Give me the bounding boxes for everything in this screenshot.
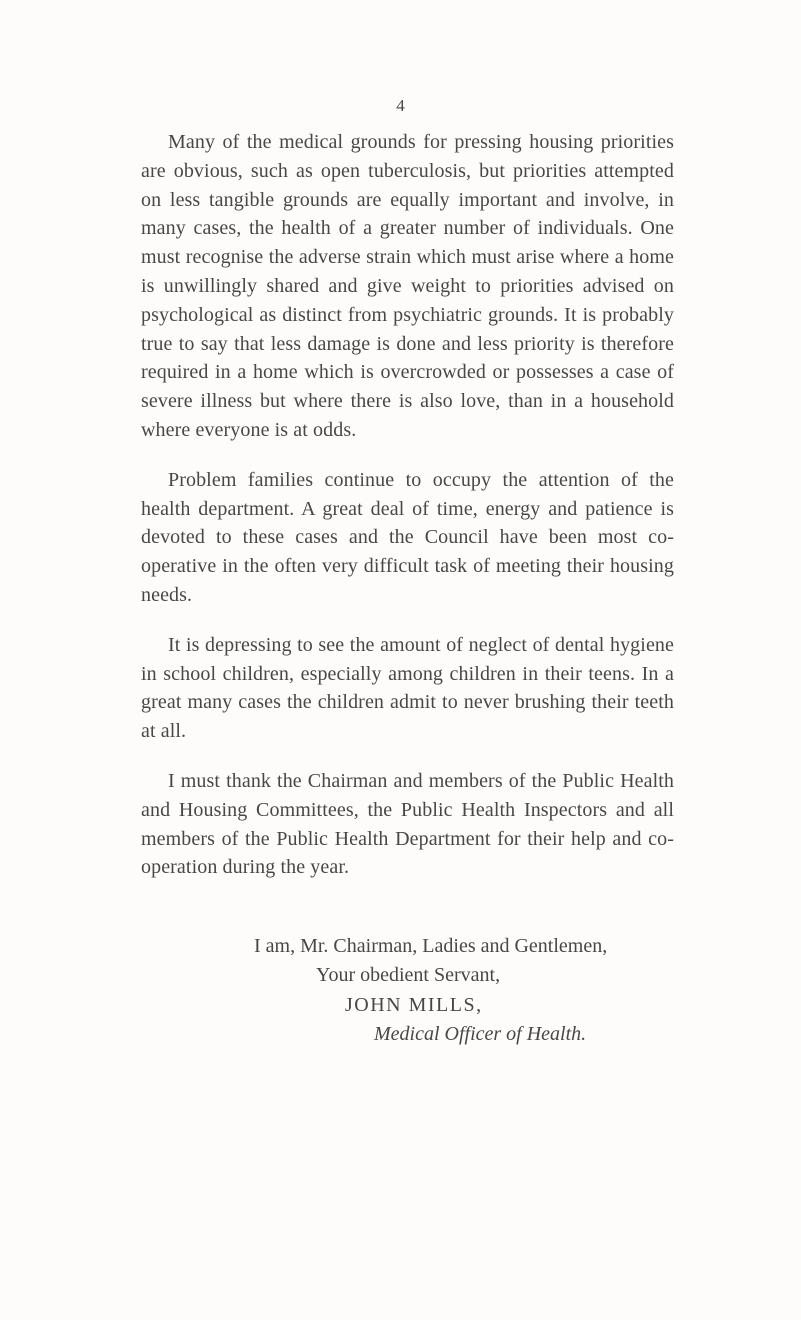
signature-name: JOHN MILLS,	[345, 994, 483, 1016]
closing-salutation: I am, Mr. Chairman, Ladies and Gentlemen,	[254, 935, 608, 957]
paragraph-acknowledgements: I must thank the Chairman and members of the Public Health and Housing Committees, the Public Health Inspectors and all members of the Public Health Department for their help and co-operation during the year.	[141, 769, 674, 879]
paragraph-problem-families: Problem families continue to occupy the attention of the health department. A great deal of time, energy and patience is devoted to these cases and the Council have been most co-operative in the often very difficult task of meeting their housing needs.	[141, 468, 674, 606]
paragraph-housing-priorities: Many of the medical grounds for pressing housing priorities are obvious, such as open tuberculosis, but priorities attempted on less tangible grounds are equally important and involve, in many cases, the health of a greater number of individuals. One must recognise the adverse strain which must arise where a home is unwillingly shared and give weight to priorities advised on psychological as distinct from psychiatric grounds. It is probably true to say that less damage is done and less priority is therefore required in a home which is overcrowded or possesses a case of severe illness but where there is also love, than in a household where everyone is at odds.	[141, 131, 674, 441]
body-text	[141, 128, 674, 903]
paragraph-dental-hygiene: It is depressing to see the amount of neglect of dental hygiene in school children, especially among children in their teens. In a great many cases the children admit to never brushing their teeth at all.	[141, 633, 674, 743]
signature-title: Medical Officer of Health.	[374, 1023, 587, 1045]
page-number: 4	[396, 96, 405, 115]
closing-valediction: Your obedient Servant,	[316, 964, 501, 986]
